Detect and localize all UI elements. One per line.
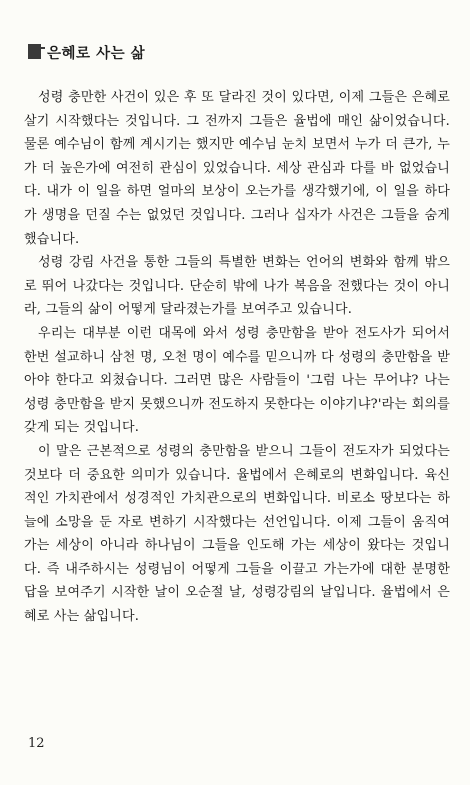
running-header [28,40,145,64]
cross-square-icon [28,44,45,61]
body-text [24,86,450,629]
chapter-title: 은혜로 사는 삶 [47,45,146,62]
page-number: 12 [28,736,45,751]
paragraph: 성령 충만한 사건이 있은 후 또 달라진 것이 있다면, 이제 그들은 은혜로 살기 시작했다는 것입니다. 그 전까지 그들은 율법에 매인 삶이었습니다. 물론 예수님이 함께 계시기는 했지만 예수님 눈치 보면서 누가 더 큰가, 누가 더 높은가에 여전히 관심이 있었습니다. 세상 관심과 다를 바 없었습니다. 내가 이 일을 하면 얼마의 보상이 오는가를 생각했기에, 이 일을 하다가 생명을 던질 수는 없었던 것입니다. 그러나 십자가 사건은 그들을 숨게 했습니다. [24,90,450,247]
paragraph: 우리는 대부분 이런 대목에 와서 성령 충만함을 받아 전도사가 되어서 한번 설교하니 삼천 명, 오천 명이 예수를 믿으니까 다 성령의 충만함을 받아야 한다고 외쳤습니다. 그러면 많은 사람들이 '그럼 나는 무어냐? 나는 성령 충만함을 받지 못했으니까 전도하지 못한다는 이야기냐?'라는 회의를 갖게 되는 것입니다. [24,325,450,436]
paragraph: 성령 강림 사건을 통한 그들의 특별한 변화는 언어의 변화와 함께 밖으로 뛰어 나갔다는 것입니다. 단순히 밖에 나가 복음을 전했다는 것이 아니라, 그들의 삶이 어떻게 달라졌는가를 보여주고 있습니다. [24,255,450,318]
paragraph: 이 말은 근본적으로 성령의 충만함을 받으니 그들이 전도자가 되었다는 것보다 더 중요한 의미가 있습니다. 율법에서 은혜로의 변화입니다. 육신적인 가치관에서 성경적인 가치관으로의 변화입니다. 비로소 땅보다는 하늘에 소망을 둔 자로 변하기 시작했다는 선언입니다. 이제 그들이 움직여 가는 세상이 아니라 하나님이 그들을 인도해 가는 세상이 왔다는 것입니다. 즉 내주하시는 성령님이 어떻게 그들을 이끌고 가는가에 대한 분명한 답을 보여주기 시작한 날이 오순절 날, 성령강림의 날입니다. 율법에서 은혜로 사는 삶입니다. [24,443,450,625]
